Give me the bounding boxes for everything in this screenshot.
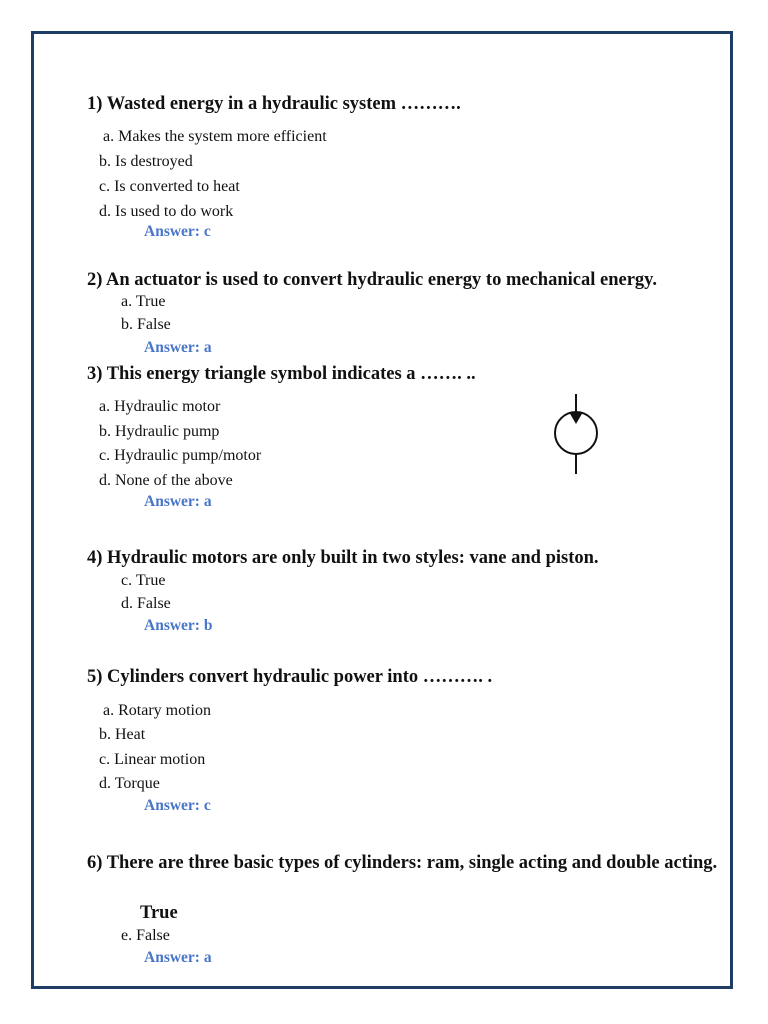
question-4: 4) Hydraulic motors are only built in two styles: vane and piston.	[87, 548, 599, 568]
q1-answer: Answer: c	[144, 223, 211, 240]
q6-answer: Answer: a	[144, 949, 212, 966]
q1-option-c: c. Is converted to heat	[99, 178, 240, 195]
q1-option-a: a. Makes the system more efficient	[103, 128, 327, 145]
q3-option-d: d. None of the above	[99, 472, 233, 489]
q3-option-c: c. Hydraulic pump/motor	[99, 447, 262, 464]
q6-option-e: e. False	[121, 927, 170, 944]
q5-answer: Answer: c	[144, 797, 211, 814]
q5-option-d: d. Torque	[99, 775, 160, 792]
q3-option-a: a. Hydraulic motor	[99, 398, 221, 415]
question-5: 5) Cylinders convert hydraulic power into ………. .	[87, 667, 493, 687]
question-6: 6) There are three basic types of cylinders: ram, single acting and double acting.	[87, 853, 718, 873]
q2-option-a: a. True	[121, 293, 166, 310]
q3-answer: Answer: a	[144, 493, 212, 510]
q4-option-d: d. False	[121, 595, 171, 612]
question-1: 1) Wasted energy in a hydraulic system ……….	[87, 94, 461, 114]
q3-option-b: b. Hydraulic pump	[99, 423, 220, 440]
page-border	[31, 31, 733, 989]
q2-option-b: b. False	[121, 316, 171, 333]
q1-option-b: b. Is destroyed	[99, 153, 193, 170]
q1-option-d: d. Is used to do work	[99, 203, 234, 220]
q5-option-c: c. Linear motion	[99, 751, 206, 768]
q2-answer: Answer: a	[144, 339, 212, 356]
q6-true-label: True	[140, 903, 178, 923]
question-3: 3) This energy triangle symbol indicates a ……. ..	[87, 364, 476, 384]
q4-option-c: c. True	[121, 572, 166, 589]
q5-option-b: b. Heat	[99, 726, 146, 743]
q4-answer: Answer: b	[144, 617, 213, 634]
hydraulic-motor-symbol-icon	[550, 394, 602, 476]
question-2: 2) An actuator is used to convert hydraulic energy to mechanical energy.	[87, 270, 658, 290]
q5-option-a: a. Rotary motion	[103, 702, 211, 719]
